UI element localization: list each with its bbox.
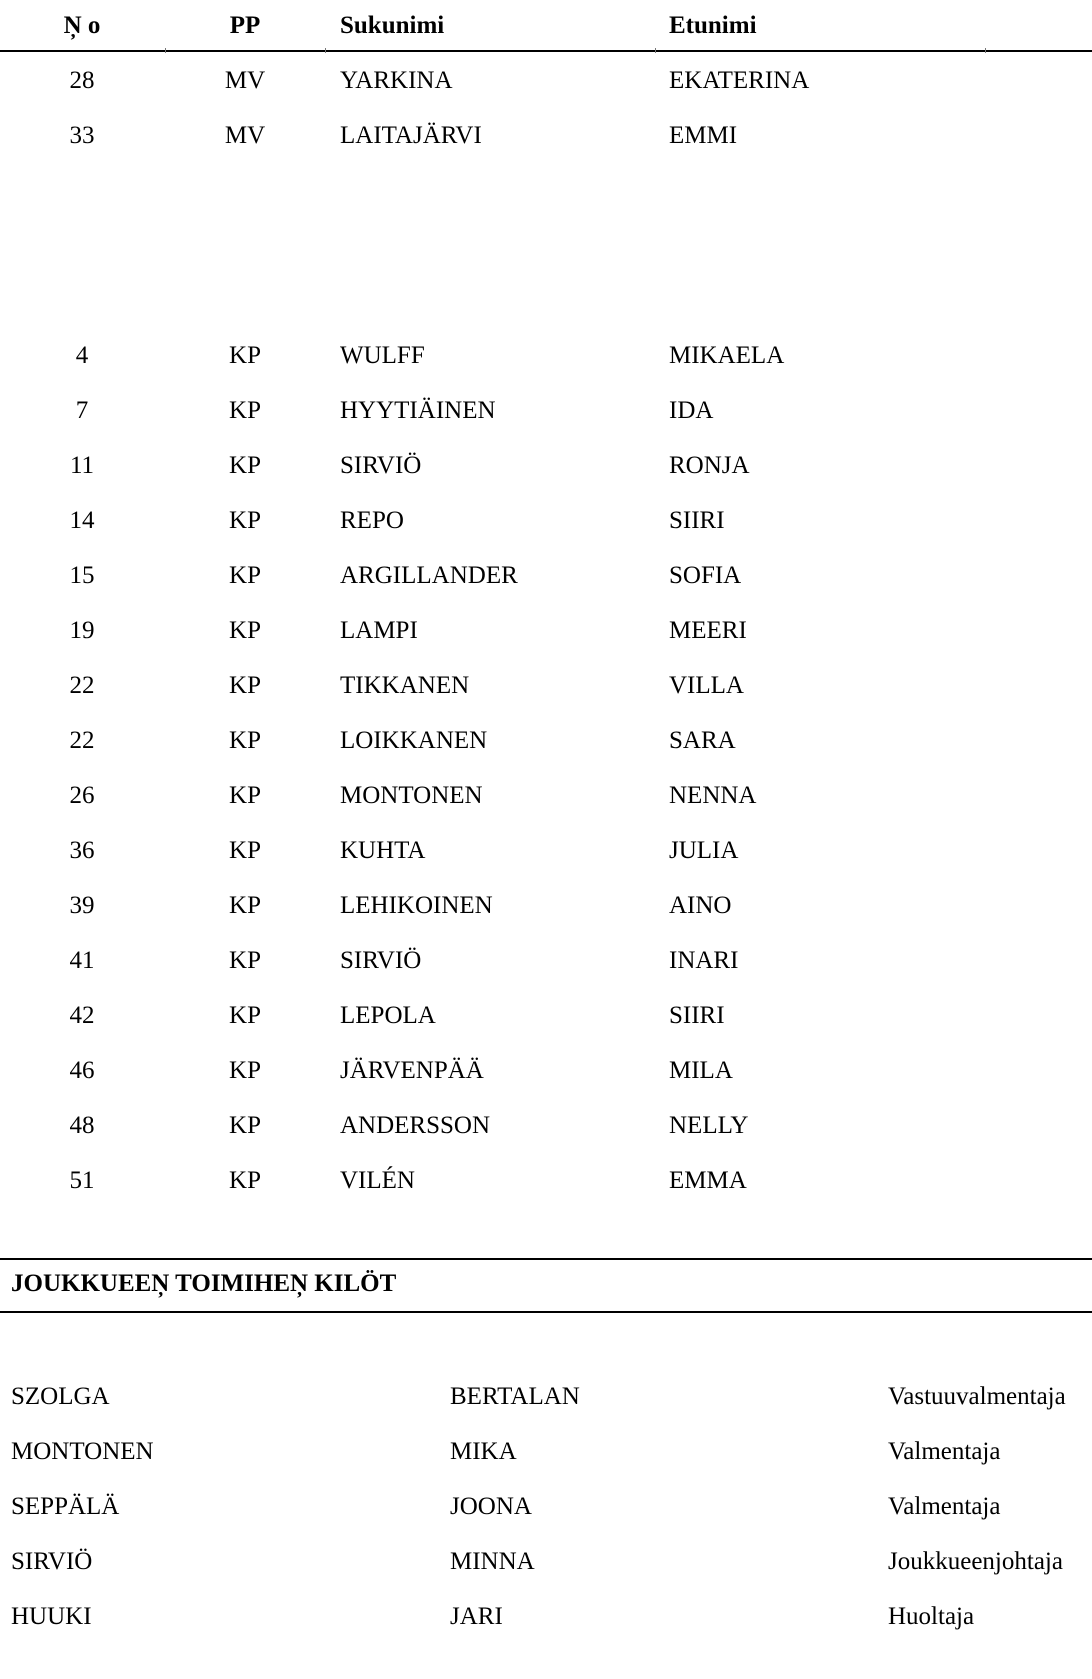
player-surname: WULFF xyxy=(340,342,425,369)
staff-surname: SEPPÄLÄ xyxy=(11,1493,120,1520)
player-position: MV xyxy=(224,67,266,94)
player-number: 28 xyxy=(69,67,95,94)
table-row xyxy=(0,64,1092,98)
player-number: 33 xyxy=(69,122,95,149)
section-divider-top xyxy=(0,1258,1092,1260)
staff-firstname: MIKA xyxy=(450,1438,517,1465)
player-number: 51 xyxy=(69,1167,95,1194)
table-row xyxy=(0,889,1092,923)
header-divider xyxy=(0,50,1092,52)
staff-firstname: JARI xyxy=(450,1603,503,1630)
player-firstname: EMMA xyxy=(669,1167,747,1194)
staff-firstname: MINNA xyxy=(450,1548,535,1575)
player-firstname: NELLY xyxy=(669,1112,749,1139)
staff-row xyxy=(0,1600,1092,1634)
player-number: 26 xyxy=(69,782,95,809)
table-row xyxy=(0,1109,1092,1143)
player-surname: MONTONEN xyxy=(340,782,483,809)
staff-row xyxy=(0,1545,1092,1579)
player-firstname: VILLA xyxy=(669,672,744,699)
player-position: KP xyxy=(229,617,261,644)
staff-role: Huoltaja xyxy=(888,1603,975,1630)
player-firstname: EMMI xyxy=(669,122,738,149)
staff-role: Valmentaja xyxy=(888,1438,1001,1465)
player-firstname: AINO xyxy=(669,892,732,919)
player-number: 46 xyxy=(69,1057,95,1084)
player-firstname: NENNA xyxy=(669,782,757,809)
player-number: 11 xyxy=(69,452,95,479)
table-row xyxy=(0,559,1092,593)
header-firstname: Etunimi xyxy=(669,12,757,39)
table-row xyxy=(0,339,1092,373)
player-position: KP xyxy=(229,672,261,699)
player-position: KP xyxy=(229,837,261,864)
player-surname: YARKINA xyxy=(340,67,453,94)
staff-surname: SZOLGA xyxy=(11,1383,110,1410)
column-tick xyxy=(985,48,986,53)
table-row xyxy=(0,1164,1092,1198)
player-firstname: MILA xyxy=(669,1057,733,1084)
table-row xyxy=(0,449,1092,483)
player-position: KP xyxy=(229,1002,261,1029)
player-position: KP xyxy=(229,452,261,479)
player-surname: LEPOLA xyxy=(340,1002,436,1029)
player-number: 41 xyxy=(69,947,95,974)
table-row xyxy=(0,669,1092,703)
player-number: 42 xyxy=(69,1002,95,1029)
player-number: 22 xyxy=(69,672,95,699)
player-position: KP xyxy=(229,507,261,534)
player-firstname: SIIRI xyxy=(669,1002,725,1029)
player-firstname: EKATERINA xyxy=(669,67,810,94)
player-firstname: INARI xyxy=(669,947,739,974)
staff-role: Vastuuvalmentaja xyxy=(888,1383,1066,1410)
staff-firstname: JOONA xyxy=(450,1493,532,1520)
player-position: KP xyxy=(229,1112,261,1139)
staff-firstname: BERTALAN xyxy=(450,1383,580,1410)
player-firstname: MEERI xyxy=(669,617,747,644)
player-position: KP xyxy=(229,947,261,974)
player-surname: LOIKKANEN xyxy=(340,727,488,754)
table-row xyxy=(0,394,1092,428)
player-firstname: MIKAELA xyxy=(669,342,785,369)
player-surname: SIRVIÖ xyxy=(340,452,422,479)
staff-role: Valmentaja xyxy=(888,1493,1001,1520)
player-number: 48 xyxy=(69,1112,95,1139)
staff-row xyxy=(0,1435,1092,1469)
table-row xyxy=(0,504,1092,538)
player-position: KP xyxy=(229,397,261,424)
player-number: 15 xyxy=(69,562,95,589)
player-firstname: IDA xyxy=(669,397,714,424)
player-surname: ANDERSSON xyxy=(340,1112,491,1139)
staff-surname: MONTONEN xyxy=(11,1438,154,1465)
player-number: 22 xyxy=(69,727,95,754)
player-firstname: RONJA xyxy=(669,452,750,479)
player-number: 19 xyxy=(69,617,95,644)
table-header xyxy=(0,8,1092,48)
player-number: 39 xyxy=(69,892,95,919)
column-tick xyxy=(165,48,166,53)
staff-role: Joukkueenjohtaja xyxy=(888,1548,1063,1575)
player-number: 36 xyxy=(69,837,95,864)
player-position: KP xyxy=(229,562,261,589)
player-surname: JÄRVENPÄÄ xyxy=(340,1057,484,1084)
player-position: KP xyxy=(229,727,261,754)
player-position: KP xyxy=(229,892,261,919)
player-firstname: SOFIA xyxy=(669,562,742,589)
column-tick xyxy=(325,48,326,53)
table-row xyxy=(0,1054,1092,1088)
player-position: KP xyxy=(229,342,261,369)
staff-section-title: JOUKKUEEŅ TOIMIHEŅ KILÖT xyxy=(11,1270,397,1297)
player-number: 14 xyxy=(69,507,95,534)
player-surname: TIKKANEN xyxy=(340,672,470,699)
table-row xyxy=(0,834,1092,868)
player-surname: SIRVIÖ xyxy=(340,947,422,974)
column-tick xyxy=(655,48,656,53)
header-number: Ņ o xyxy=(63,12,101,39)
staff-row xyxy=(0,1490,1092,1524)
player-position: KP xyxy=(229,782,261,809)
player-surname: LAMPI xyxy=(340,617,418,644)
staff-row xyxy=(0,1380,1092,1414)
player-number: 7 xyxy=(75,397,89,424)
player-firstname: SARA xyxy=(669,727,736,754)
player-surname: LEHIKOINEN xyxy=(340,892,493,919)
player-surname: REPO xyxy=(340,507,404,534)
staff-surname: SIRVIÖ xyxy=(11,1548,93,1575)
player-position: KP xyxy=(229,1167,261,1194)
player-surname: HYYTIÄINEN xyxy=(340,397,496,424)
staff-surname: HUUKI xyxy=(11,1603,92,1630)
player-firstname: SIIRI xyxy=(669,507,725,534)
player-surname: KUHTA xyxy=(340,837,426,864)
player-surname: VILÉN xyxy=(340,1167,415,1194)
table-row xyxy=(0,999,1092,1033)
player-position: MV xyxy=(224,122,266,149)
player-number: 4 xyxy=(75,342,89,369)
table-row xyxy=(0,614,1092,648)
header-position: PP xyxy=(229,12,261,39)
player-position: KP xyxy=(229,1057,261,1084)
table-row xyxy=(0,119,1092,153)
player-surname: LAITAJÄRVI xyxy=(340,122,482,149)
table-row xyxy=(0,944,1092,978)
table-row xyxy=(0,779,1092,813)
section-divider-bottom xyxy=(0,1311,1092,1313)
table-row xyxy=(0,724,1092,758)
player-firstname: JULIA xyxy=(669,837,739,864)
header-surname: Sukunimi xyxy=(340,12,445,39)
player-surname: ARGILLANDER xyxy=(340,562,518,589)
